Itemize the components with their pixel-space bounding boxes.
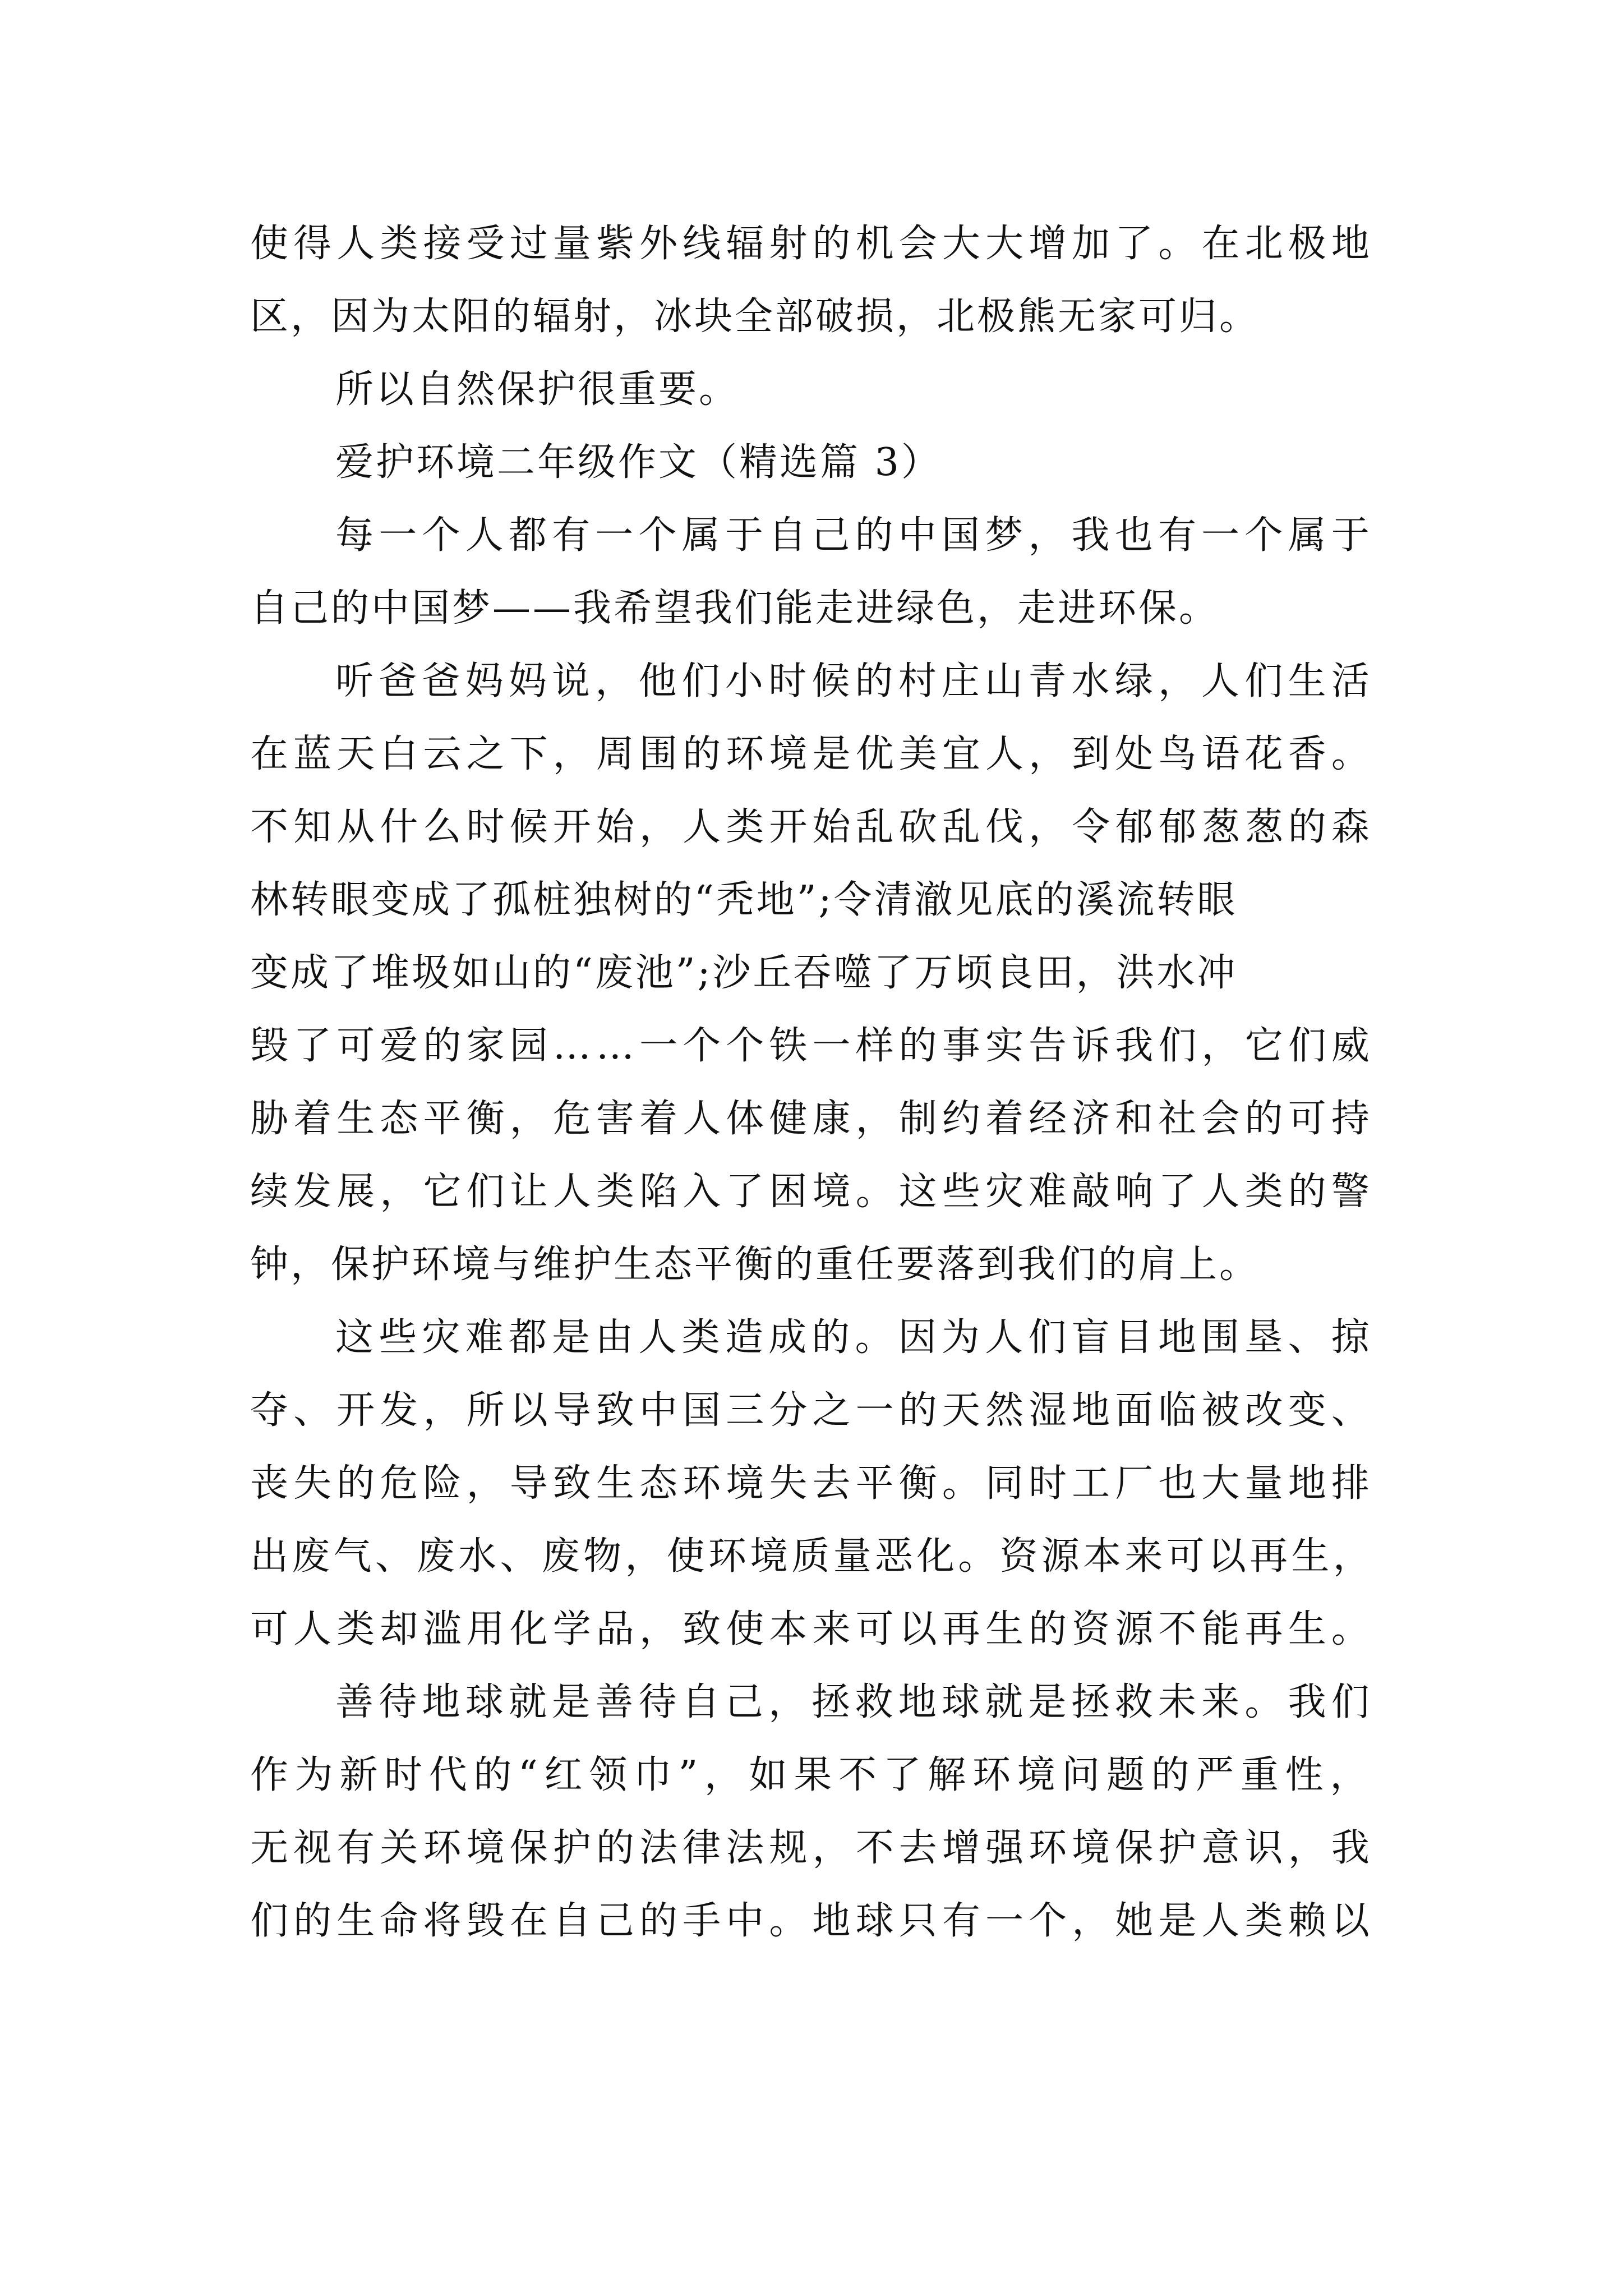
- text-line: 胁着生态平衡，危害着人体健康，制约着经济和社会的可持: [250, 1097, 1375, 1141]
- text-line: 在蓝天白云之下，周围的环境是优美宜人，到处鸟语花香。: [250, 732, 1375, 776]
- text-line: 作为新时代的“红领巾”，如果不了解环境问题的严重性，: [250, 1753, 1375, 1797]
- section-title: 爱护环境二年级作文（精选篇 3）: [335, 440, 942, 485]
- text-line: 续发展，它们让人类陷入了困境。这些灾难敲响了人类的警: [250, 1170, 1375, 1214]
- paragraph-first-line: 所以自然保护很重要。: [335, 367, 740, 412]
- text-line: 夺、开发，所以导致中国三分之一的天然湿地面临被改变、: [250, 1388, 1375, 1433]
- text-line: 出废气、废水、废物，使环境质量恶化。资源本来可以再生，: [250, 1534, 1375, 1579]
- paragraph-first-line: 这些灾难都是由人类造成的。因为人们盲目地围垦、掠: [335, 1315, 1375, 1360]
- text-line: 可人类却滥用化学品，致使本来可以再生的资源不能再生。: [250, 1607, 1375, 1651]
- text-line: 区，因为太阳的辐射，冰块全部破损，北极熊无家可归。: [250, 295, 1260, 339]
- paragraph-first-line: 每一个人都有一个属于自己的中国梦，我也有一个属于: [335, 513, 1375, 558]
- text-line: 毁了可爱的家园……一个个铁一样的事实告诉我们，它们威: [250, 1024, 1375, 1068]
- text-line: 钟，保护环境与维护生态平衡的重任要落到我们的肩上。: [250, 1243, 1260, 1287]
- text-line: 不知从什么时候开始，人类开始乱砍乱伐，令郁郁葱葱的森: [250, 805, 1375, 849]
- text-line: 使得人类接受过量紫外线辐射的机会大大增加了。在北极地: [250, 222, 1375, 266]
- text-line: 们的生命将毁在自己的手中。地球只有一个，她是人类赖以: [250, 1899, 1375, 1943]
- text-line: 自己的中国梦——我希望我们能走进绿色，走进环保。: [250, 586, 1220, 631]
- document-body: [250, 208, 1375, 1958]
- text-line: 无视有关环境保护的法律法规，不去增强环境保护意识，我: [250, 1826, 1375, 1870]
- text-line: 变成了堆圾如山的“废池”;沙丘吞噬了万顷良田，洪水冲: [250, 951, 1238, 995]
- text-line: 丧失的危险，导致生态环境失去平衡。同时工厂也大量地排: [250, 1461, 1375, 1506]
- paragraph-first-line: 善待地球就是善待自己，拯救地球就是拯救未来。我们: [335, 1680, 1375, 1724]
- paragraph-first-line: 听爸爸妈妈说，他们小时候的村庄山青水绿，人们生活: [335, 659, 1375, 703]
- text-line: 林转眼变成了孤桩独树的“秃地”;令清澈见底的溪流转眼: [250, 878, 1238, 922]
